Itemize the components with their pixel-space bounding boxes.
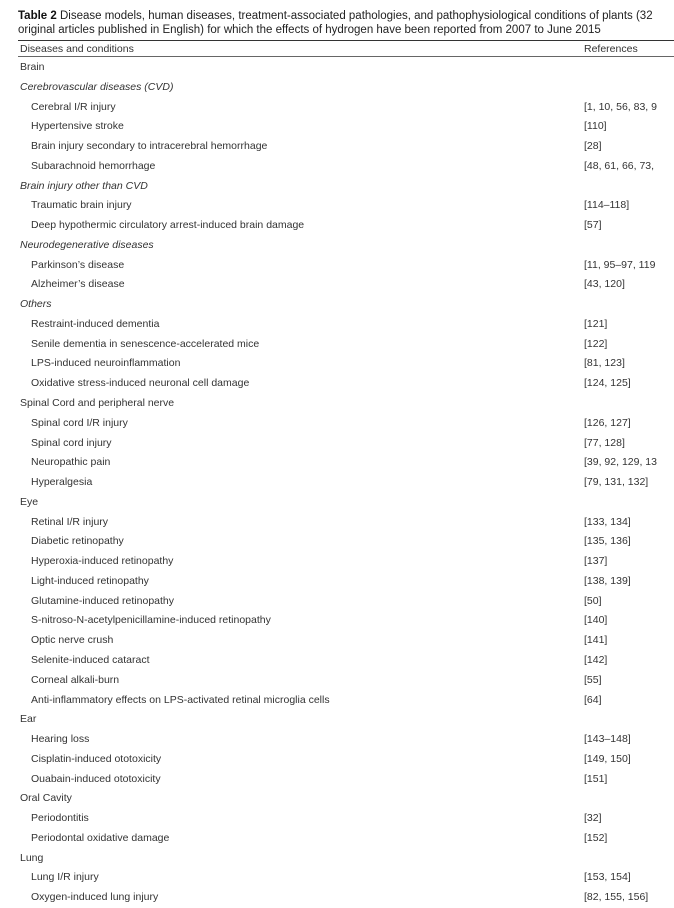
table-row	[0, 809, 674, 829]
section-heading: Oral Cavity	[20, 792, 72, 805]
references-cell: [135, 136]	[584, 535, 631, 548]
references-cell: [57]	[584, 219, 602, 232]
table-row	[0, 453, 674, 473]
references-cell: [152]	[584, 831, 608, 844]
condition-name: Oxidative stress-induced neuronal cell damage	[31, 377, 250, 390]
references-cell: [43, 120]	[584, 278, 625, 291]
table-body	[0, 58, 674, 908]
table-row	[0, 730, 674, 750]
references-cell: [77, 128]	[584, 436, 625, 449]
references-cell: [82, 155, 156]	[584, 891, 649, 904]
caption-text-2: original articles published in English) for which the effects of hydrogen have been reported from 2007 to June 2015	[18, 24, 601, 36]
table-row	[0, 868, 674, 888]
condition-name: Selenite-induced cataract	[31, 653, 150, 666]
section-heading: Ear	[20, 713, 37, 726]
table-row	[0, 236, 674, 256]
references-cell: [142]	[584, 653, 608, 666]
column-header-diseases: Diseases and conditions	[20, 43, 134, 55]
table-caption	[18, 9, 668, 37]
table-row	[0, 829, 674, 849]
references-cell: [1, 10, 56, 83, 9	[584, 100, 657, 113]
table-row	[0, 888, 674, 908]
table-row	[0, 58, 674, 78]
table-row	[0, 354, 674, 374]
table-row	[0, 157, 674, 177]
references-cell: [79, 131, 132]	[584, 476, 649, 489]
condition-name: Neuropathic pain	[31, 456, 111, 469]
condition-name: Parkinson’s disease	[31, 258, 125, 271]
table-row	[0, 750, 674, 770]
table-row	[0, 849, 674, 869]
condition-name: Hypertensive stroke	[31, 120, 124, 133]
table-row	[0, 513, 674, 533]
table-row	[0, 651, 674, 671]
table-row	[0, 414, 674, 434]
condition-name: Hyperalgesia	[31, 476, 93, 489]
section-heading: Lung	[20, 851, 44, 864]
condition-name: S-nitroso-N-acetylpenicillamine-induced retinopathy	[31, 614, 271, 627]
condition-name: Periodontal oxidative damage	[31, 831, 170, 844]
subsection-heading: Cerebrovascular diseases (CVD)	[20, 80, 174, 93]
subsection-heading: Others	[20, 298, 52, 311]
table-row	[0, 532, 674, 552]
condition-name: Anti-inflammatory effects on LPS-activated retinal microglia cells	[31, 693, 330, 706]
references-cell: [81, 123]	[584, 357, 625, 370]
references-cell: [28]	[584, 140, 602, 153]
table-row	[0, 196, 674, 216]
table-row	[0, 295, 674, 315]
caption-text-1: Disease models, human diseases, treatment-associated pathologies, and pathophysiological conditions of plants (32	[59, 10, 653, 22]
condition-name: Corneal alkali-burn	[31, 673, 120, 686]
condition-name: Glutamine-induced retinopathy	[31, 594, 175, 607]
references-cell: [39, 92, 129, 13	[584, 456, 657, 469]
condition-name: Periodontitis	[31, 812, 89, 825]
condition-name: Hyperoxia-induced retinopathy	[31, 555, 174, 568]
condition-name: Oxygen-induced lung injury	[31, 891, 159, 904]
section-heading: Spinal Cord and peripheral nerve	[20, 397, 175, 410]
section-heading: Eye	[20, 495, 39, 508]
table-row	[0, 117, 674, 137]
table-row	[0, 572, 674, 592]
table-row	[0, 710, 674, 730]
references-cell: [149, 150]	[584, 752, 631, 765]
condition-name: Spinal cord I/R injury	[31, 416, 128, 429]
table-row	[0, 611, 674, 631]
table-row	[0, 275, 674, 295]
condition-name: Restraint-induced dementia	[31, 317, 160, 330]
table-row	[0, 98, 674, 118]
condition-name: Subarachnoid hemorrhage	[31, 159, 156, 172]
references-cell: [121]	[584, 317, 608, 330]
table-row	[0, 631, 674, 651]
references-cell: [114–118]	[584, 199, 630, 212]
condition-name: Brain injury secondary to intracerebral hemorrhage	[31, 140, 268, 153]
references-cell: [126, 127]	[584, 416, 631, 429]
table-row	[0, 691, 674, 711]
condition-name: Ouabain-induced ototoxicity	[31, 772, 161, 785]
table-row	[0, 315, 674, 335]
table-row	[0, 493, 674, 513]
condition-name: Cerebral I/R injury	[31, 100, 116, 113]
references-cell: [143–148]	[584, 733, 631, 746]
condition-name: Deep hypothermic circulatory arrest-induced brain damage	[31, 219, 305, 232]
subsection-heading: Neurodegenerative diseases	[20, 238, 154, 251]
table-row	[0, 394, 674, 414]
condition-name: Senile dementia in senescence-accelerated mice	[31, 337, 260, 350]
table-row	[0, 473, 674, 493]
condition-name: Lung I/R injury	[31, 871, 99, 884]
references-cell: [55]	[584, 673, 602, 686]
condition-name: Light-induced retinopathy	[31, 574, 149, 587]
table-row	[0, 177, 674, 197]
table-header-rule	[18, 56, 674, 57]
table-row	[0, 216, 674, 236]
references-cell: [122]	[584, 337, 608, 350]
table-row	[0, 592, 674, 612]
column-header-references: References	[584, 43, 638, 55]
table-row	[0, 789, 674, 809]
table-row	[0, 770, 674, 790]
references-cell: [64]	[584, 693, 602, 706]
references-cell: [11, 95–97, 119	[584, 258, 656, 271]
table-label: Table 2	[18, 10, 57, 22]
references-cell: [124, 125]	[584, 377, 631, 390]
table-row	[0, 256, 674, 276]
references-cell: [48, 61, 66, 73,	[584, 159, 655, 172]
condition-name: Spinal cord injury	[31, 436, 112, 449]
condition-name: Diabetic retinopathy	[31, 535, 124, 548]
table-row	[0, 78, 674, 98]
condition-name: Alzheimer’s disease	[31, 278, 125, 291]
references-cell: [50]	[584, 594, 602, 607]
condition-name: Hearing loss	[31, 733, 90, 746]
condition-name: Cisplatin-induced ototoxicity	[31, 752, 162, 765]
table-row	[0, 335, 674, 355]
references-cell: [110]	[584, 120, 607, 133]
subsection-heading: Brain injury other than CVD	[20, 179, 148, 192]
references-cell: [32]	[584, 812, 602, 825]
references-cell: [138, 139]	[584, 574, 631, 587]
caption-line-1	[18, 9, 668, 23]
table-row	[0, 552, 674, 572]
condition-name: Retinal I/R injury	[31, 515, 109, 528]
references-cell: [141]	[584, 634, 608, 647]
table-row	[0, 671, 674, 691]
table-row	[0, 374, 674, 394]
references-cell: [153, 154]	[584, 871, 631, 884]
references-cell: [137]	[584, 555, 608, 568]
condition-name: LPS-induced neuroinflammation	[31, 357, 181, 370]
table-top-rule	[18, 40, 674, 41]
table-row	[0, 434, 674, 454]
condition-name: Optic nerve crush	[31, 634, 114, 647]
section-heading: Brain	[20, 61, 45, 73]
references-cell: [151]	[584, 772, 608, 785]
references-cell: [133, 134]	[584, 515, 631, 528]
condition-name: Traumatic brain injury	[31, 199, 132, 212]
table-row	[0, 137, 674, 157]
references-cell: [140]	[584, 614, 608, 627]
